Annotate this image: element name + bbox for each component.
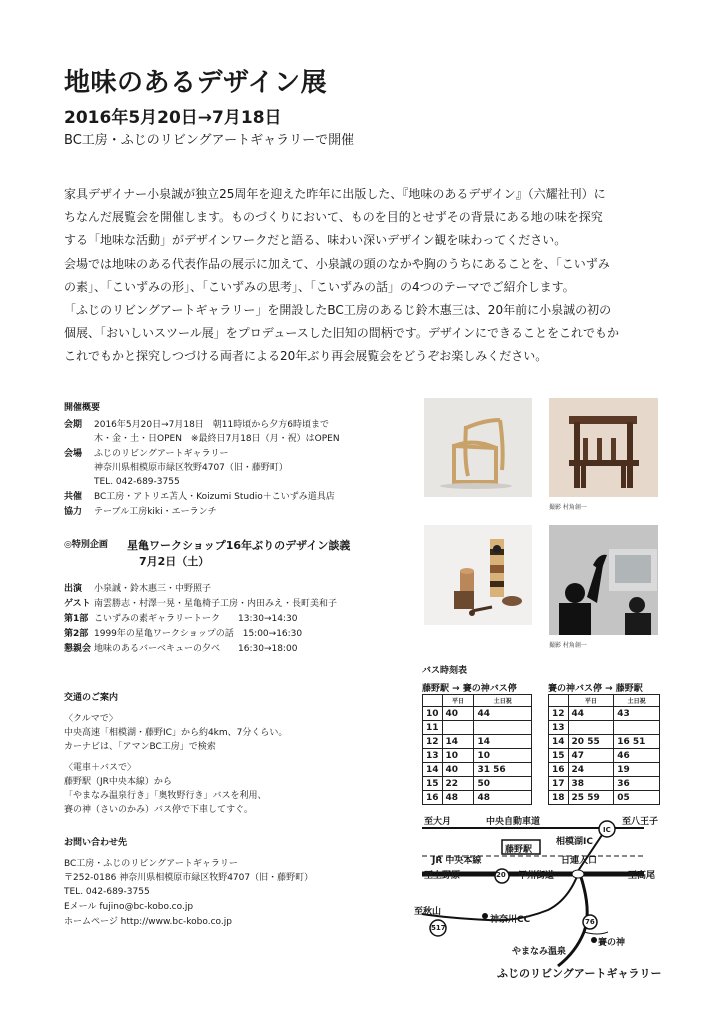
special-date: 7月2日（土） <box>139 555 210 568</box>
bus-holiday: 16 51 <box>614 735 660 749</box>
contact-web: ホームページ http://www.bc-kobo.co.jp <box>64 917 232 927</box>
bus-hour: 13 <box>423 749 443 763</box>
wooden-objects-illustration <box>424 525 532 625</box>
bus-hour: 16 <box>549 763 569 777</box>
bus-left-title: 藤野駅 → 賽の神バス停 <box>422 684 517 694</box>
bus-weekday: 40 <box>442 763 474 777</box>
special-title: 星亀ワークショップ16年ぶりのデザイン談義 <box>127 539 351 552</box>
special-row-value: 南雲勝志・村澤一晃・星亀椅子工房・内田みえ・長町美和子 <box>94 599 338 609</box>
bus-row <box>549 735 660 749</box>
venue-key: 会場 <box>64 449 83 459</box>
nikkei-marker <box>572 870 584 878</box>
bus-holiday: 48 <box>474 791 532 805</box>
venue-tel: TEL. 042-689-3755 <box>94 477 180 487</box>
intro-line: 会場では地味のある代表作品の展示に加えて、小泉誠の頭のなかや胸のうちにあることを、「こいずみ <box>64 256 610 271</box>
map-nikkei-entrance: 日連入口 <box>561 856 598 866</box>
train-label: 〈電車＋バスで〉 <box>64 763 137 773</box>
special-row-value: 小泉誠・鈴木惠三・中野照子 <box>94 584 212 594</box>
bus-holiday: 50 <box>474 777 532 791</box>
bus-row <box>423 749 532 763</box>
kanagawa-cc-dot <box>482 913 488 919</box>
objects-photo <box>424 525 532 625</box>
bus-row <box>423 707 532 721</box>
car-line: 中央高速「相模湖・藤野IC」から約4km、7分くらい。 <box>64 728 288 738</box>
special-label: ◎特別企画 <box>64 540 108 550</box>
special-row <box>64 613 297 626</box>
special-row <box>64 643 297 656</box>
event-illustration <box>549 525 658 635</box>
bus-weekday: 24 <box>568 763 614 777</box>
venue-address: 神奈川県相模原市緑区牧野4707（旧・藤野町） <box>94 463 288 473</box>
bus-holiday: 44 <box>474 707 532 721</box>
bus-weekday <box>442 721 474 735</box>
bus-row <box>423 721 532 735</box>
exhibition-dates: 2016年5月20日→7月18日 <box>64 108 282 128</box>
bus-row <box>423 791 532 805</box>
contact-heading: お問い合わせ先 <box>64 838 128 848</box>
bus-col-weekday: 平日 <box>568 695 614 707</box>
bus-weekday: 44 <box>568 707 614 721</box>
special-row-key: 出演 <box>64 584 83 594</box>
bus-heading: バス時刻表 <box>422 666 468 676</box>
map-kanagawa-cc: 神奈川CC <box>490 915 531 925</box>
bus-hour: 14 <box>549 735 569 749</box>
special-row-key: 第1部 <box>64 614 89 624</box>
bus-row <box>549 777 660 791</box>
access-heading: 交通のご案内 <box>64 693 119 703</box>
map-sainokami: 賽の神 <box>598 938 626 948</box>
access-map <box>408 810 672 990</box>
bus-header-row <box>423 695 532 707</box>
map-route-76: 76 <box>585 918 595 926</box>
photo-credit: 撮影 村角創一 <box>549 504 587 511</box>
bus-hour: 17 <box>549 777 569 791</box>
map-route-20: 20 <box>496 871 506 879</box>
special-row-value: こいずみの素ギャラリートーク 13:30→14:30 <box>94 614 298 624</box>
bus-col-holiday: 土日祝 <box>614 695 660 707</box>
bus-hour: 16 <box>423 791 443 805</box>
bus-weekday: 40 <box>442 707 474 721</box>
bus-weekday: 22 <box>442 777 474 791</box>
bus-weekday: 25 59 <box>568 791 614 805</box>
special-row-key: 懇親会 <box>64 644 92 654</box>
bus-holiday: 43 <box>614 707 660 721</box>
bus-table-outbound <box>422 694 532 805</box>
bus-hour: 12 <box>549 707 569 721</box>
bus-hour: 14 <box>423 763 443 777</box>
bus-holiday <box>614 721 660 735</box>
train-line: 「やまなみ温泉行き」「奥牧野行き」バスを利用、 <box>64 791 267 801</box>
intro-line: 家具デザイナー小泉誠が独立25周年を迎えた昨年に出版した、『地味のあるデザイン』（六耀社刊）に <box>64 187 606 201</box>
bus-holiday: 46 <box>614 749 660 763</box>
special-row <box>64 628 302 641</box>
bus-row <box>549 791 660 805</box>
special-row <box>64 583 211 596</box>
coop-key: 協力 <box>64 507 83 517</box>
bus-right-title: 賽の神バス停 → 藤野駅 <box>548 684 643 694</box>
bus-header-row <box>549 695 660 707</box>
bus-hour: 15 <box>423 777 443 791</box>
train-line: 藤野駅（JR中央本線）から <box>64 777 172 787</box>
special-row-key: 第2部 <box>64 629 89 639</box>
map-expressway: 中央自動車道 <box>486 817 541 827</box>
map-koshu-road: 甲州街道 <box>518 871 555 881</box>
bus-weekday: 38 <box>568 777 614 791</box>
bus-row <box>549 721 660 735</box>
bus-weekday <box>568 721 614 735</box>
special-row-value: 1999年の星亀ワークショップの話 15:00→16:30 <box>94 629 303 639</box>
train-line: 賽の神（さいのかみ）バス停で下車してすぐ。 <box>64 805 253 815</box>
map-to-akiyama: 至秋山 <box>414 907 442 917</box>
sainokami-dot <box>591 937 597 943</box>
bus-holiday: 31 56 <box>474 763 532 777</box>
special-row <box>64 598 337 611</box>
stool-illustration <box>424 398 532 497</box>
bus-row <box>423 777 532 791</box>
map-to-otsuki: 至大月 <box>424 817 452 827</box>
bus-holiday: 14 <box>474 735 532 749</box>
venue-row <box>64 448 229 461</box>
special-row-value: 地味のあるバーベキューの夕べ 16:30→18:00 <box>94 644 298 654</box>
car-label: 〈クルマで〉 <box>64 714 118 724</box>
bus-weekday: 47 <box>568 749 614 763</box>
overview-heading: 開催概要 <box>64 403 101 413</box>
intro-line: の素」、「こいずみの形」、「こいずみの思考」、「こいずみの話」の4つのテーマでご紹介します。 <box>64 279 575 294</box>
contact-tel: TEL. 042-689-3755 <box>64 887 150 897</box>
special-row-key: ゲスト <box>64 599 91 609</box>
bus-table-return <box>548 694 660 805</box>
intro-line: これでもかと探究しつづける両者による20年ぶり再会展覧会をどうぞお楽しみください。 <box>64 349 548 364</box>
period-note: 木・金・土・日OPEN ※最終日7月18日（月・祝）はOPEN <box>94 434 340 444</box>
bus-weekday: 14 <box>442 735 474 749</box>
map-yamanami: やまなみ温泉 <box>512 947 567 957</box>
bus-hour: 13 <box>549 721 569 735</box>
host-row <box>64 491 335 504</box>
bus-row <box>423 763 532 777</box>
map-gallery: ふじのリビングアートギャラリー <box>497 967 662 980</box>
bus-holiday <box>474 721 532 735</box>
intro-line: 個展、「おいしいスツール展」をプロデュースした旧知の間柄です。デザインにできることをこれでもか <box>64 326 620 341</box>
bus-hour: 15 <box>549 749 569 763</box>
map-fujino-station: 藤野駅 <box>505 845 533 855</box>
car-line: カーナビは、「アマンBC工房」で検索 <box>64 742 216 752</box>
event-photo <box>549 525 658 635</box>
bus-hour: 11 <box>423 721 443 735</box>
period-row <box>64 419 329 432</box>
chair-illustration <box>549 398 658 497</box>
bus-weekday: 10 <box>442 749 474 763</box>
bus-weekday: 48 <box>442 791 474 805</box>
bus-hour: 18 <box>549 791 569 805</box>
venue-line: BC工房・ふじのリビングアートギャラリーで開催 <box>64 133 355 148</box>
contact-address: 〒252-0186 神奈川県相模原市緑区牧野4707（旧・藤野町） <box>64 873 314 883</box>
bus-row <box>549 749 660 763</box>
intro-line: する「地味な活動」がデザインワークだと語る、味わい深いデザイン観を味わってください。 <box>64 233 567 248</box>
bus-holiday: 36 <box>614 777 660 791</box>
bus-holiday: 05 <box>614 791 660 805</box>
bus-row <box>549 763 660 777</box>
page-title: 地味のあるデザイン展 <box>64 68 328 98</box>
map-to-takao: 至高尾 <box>628 871 656 881</box>
map-sagamiko-ic: 相模湖IC <box>556 837 593 847</box>
period-value: 2016年5月20日→7月18日 朝11時頃から夕方6時頃まで <box>94 420 329 430</box>
map-to-hachioji: 至八王子 <box>622 817 659 827</box>
contact-name: BC工房・ふじのリビングアートギャラリー <box>64 859 238 869</box>
bus-col-holiday: 土日祝 <box>474 695 532 707</box>
bus-col-weekday: 平日 <box>442 695 474 707</box>
bus-holiday: 19 <box>614 763 660 777</box>
host-key: 共催 <box>64 492 83 502</box>
chair-photo <box>549 398 658 497</box>
coop-value: テーブル工房kiki・エーランチ <box>94 507 217 517</box>
bus-hour: 12 <box>423 735 443 749</box>
coop-row <box>64 506 217 519</box>
bus-weekday: 20 55 <box>568 735 614 749</box>
host-value: BC工房・アトリエ苫人・Koizumi Studio＋こいずみ道具店 <box>94 492 335 502</box>
intro-line: 「ふじのリビングアートギャラリー」を開設したBC工房のあるじ鈴木惠三は、20年前に小泉誠の初の <box>64 303 612 318</box>
intro-text <box>64 183 664 369</box>
venue-name: ふじのリビングアートギャラリー <box>94 449 229 459</box>
map-jr-line: JR 中央本線 <box>432 856 482 866</box>
intro-line: ちなんだ展覧会を開催します。ものづくりにおいて、ものを目的とせずその背景にある地の味を探究 <box>64 210 603 225</box>
map-route-517: 517 <box>431 924 446 932</box>
bus-hour: 10 <box>423 707 443 721</box>
side-road <box>584 932 608 934</box>
bus-row <box>549 707 660 721</box>
map-ic: IC <box>603 826 611 834</box>
bus-holiday: 10 <box>474 749 532 763</box>
map-to-uenohara: 至上野原 <box>424 871 461 881</box>
period-key: 会期 <box>64 420 83 430</box>
contact-email: Eメール fujino@bc-kobo.co.jp <box>64 902 194 912</box>
stool-photo <box>424 398 532 497</box>
bus-row <box>423 735 532 749</box>
photo-credit: 撮影 村角創一 <box>549 642 587 649</box>
